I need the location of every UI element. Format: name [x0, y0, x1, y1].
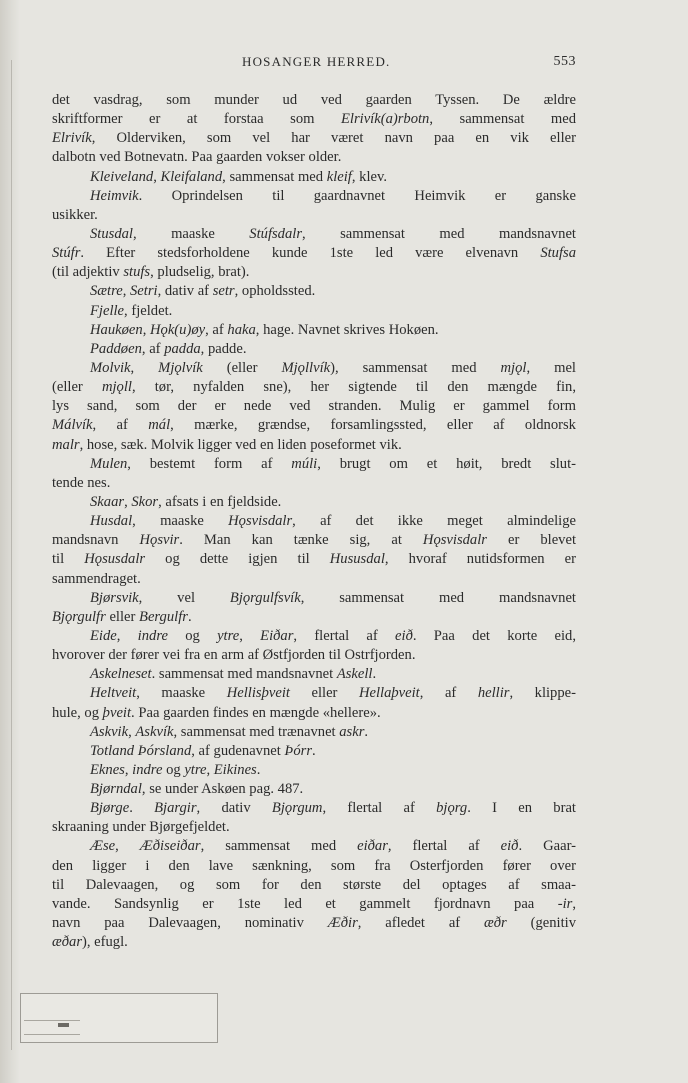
italic-term: Skaar	[90, 493, 125, 510]
heimvik-paragraph	[52, 187, 576, 225]
text-run: ), efugl.	[82, 934, 128, 951]
text-run: ,	[142, 321, 150, 338]
text-run: , sammensat med mandsnavnet	[300, 589, 576, 606]
italic-term: æðr	[484, 915, 507, 932]
italic-term: Elrivík(a)rbotn	[341, 111, 430, 128]
text-run: . Efter stedsforholdene kunde 1ste led være elvenavn	[80, 245, 541, 262]
text-run: hvorover der fører vei fra en arm af Østfjorden til Ostrfjorden.	[52, 647, 416, 664]
italic-term: Molvik	[90, 359, 131, 376]
italic-term: indre	[132, 761, 163, 778]
text-run: dalbotn ved Botnevatn. Paa gaarden vokser older.	[52, 149, 342, 166]
italic-term: Mjǫlvík	[158, 359, 203, 376]
setre-paragraph	[52, 282, 576, 301]
text-line	[52, 818, 576, 837]
text-run: , hage. Navnet skrives Hokøen.	[255, 321, 439, 338]
text-line	[52, 282, 576, 301]
text-line	[52, 589, 576, 608]
text-run: (genitiv	[506, 915, 576, 932]
fjelle-paragraph	[52, 302, 576, 321]
text-run: skriftformer er at forstaa som	[52, 111, 341, 128]
text-run: , flertal af	[293, 627, 396, 644]
text-run: , afsats i en fjeldside.	[158, 493, 282, 510]
mulen-paragraph	[52, 455, 576, 493]
stusdal-paragraph	[52, 225, 576, 282]
text-run: . I en brat	[467, 800, 576, 817]
running-header	[52, 54, 576, 74]
italic-term: Askvík	[135, 723, 174, 740]
italic-term: Askvik	[90, 723, 129, 740]
text-run: , se under Askøen pag. 487.	[141, 781, 304, 798]
italic-term: Askelneset	[90, 666, 152, 683]
text-run: , af gudenavnet	[191, 742, 285, 759]
italic-term: Þórsland	[137, 742, 192, 759]
gutter-crease	[11, 60, 12, 1050]
page-number: 553	[553, 54, 576, 69]
italic-term: Æðir	[327, 915, 358, 932]
text-run: eller	[105, 608, 140, 625]
italic-term: Kleifaland	[160, 168, 223, 185]
text-line	[52, 723, 576, 742]
italic-term: ytre	[184, 761, 207, 778]
italic-term: Bergulfr	[139, 608, 188, 625]
italic-term: Bjørsvik	[90, 589, 139, 606]
text-run: . Paa det korte eid,	[412, 627, 576, 644]
italic-term: Haukøen	[90, 321, 143, 338]
text-line	[52, 206, 576, 225]
italic-term: Hususdal	[329, 551, 385, 568]
italic-term: mál	[148, 417, 171, 434]
totland-paragraph	[52, 742, 576, 761]
text-run: . Gaar-	[518, 838, 577, 855]
text-line	[52, 570, 576, 589]
text-run: ,	[130, 359, 159, 376]
text-line	[52, 244, 576, 263]
text-run: , af	[205, 321, 228, 338]
text-run: ,	[128, 723, 136, 740]
italic-term: Hellisþveit	[226, 685, 290, 702]
italic-term: Málvík	[52, 417, 93, 434]
text-run: (til adjektiv	[52, 264, 124, 281]
italic-term: Sætre	[90, 283, 123, 300]
italic-term: mjǫll	[101, 379, 132, 396]
text-line	[52, 129, 576, 148]
text-run: lys sand, som der er nede ved stranden. Mulig er gammel form	[52, 398, 576, 415]
text-line	[52, 340, 576, 359]
text-run: , brugt om et høit, bredt slut-	[317, 455, 576, 472]
italic-term: múli	[291, 455, 318, 472]
text-line	[52, 110, 576, 129]
text-run: , sammensat med	[429, 111, 577, 128]
italic-term: æðar	[52, 934, 83, 951]
text-line	[52, 704, 576, 723]
text-run: .	[372, 666, 377, 683]
text-run: , fjeldet.	[124, 302, 173, 319]
text-line	[52, 436, 576, 455]
italic-term: padda	[164, 340, 201, 357]
italic-term: Mjǫllvík	[281, 359, 331, 376]
text-run: , af	[141, 340, 165, 357]
text-line	[52, 359, 576, 378]
italic-term: bjǫrg	[436, 800, 468, 817]
text-run: , tør, nyfalden sne), her sigtende til den mængde fin,	[131, 379, 576, 396]
text-line	[52, 608, 576, 627]
text-line	[52, 531, 576, 550]
haukoen-paragraph	[52, 321, 576, 340]
italic-term: Eiðar	[260, 627, 294, 644]
italic-term: eiðar	[357, 838, 388, 855]
text-line	[52, 455, 576, 474]
text-line	[52, 91, 576, 110]
askelneset-paragraph	[52, 665, 576, 684]
text-line	[52, 397, 576, 416]
text-line	[52, 914, 576, 933]
text-run: til Dalevaagen, og som for den største del optages af smaa-	[52, 876, 576, 893]
text-run: ,	[572, 895, 576, 912]
text-run: . sammensat med mandsnavnet	[151, 666, 337, 683]
italic-term: Setri	[130, 283, 158, 300]
italic-term: ytre	[217, 627, 240, 644]
text-line	[52, 799, 576, 818]
text-run: , sammensat med mandsnavnet	[302, 225, 576, 242]
italic-term: Bjǫrgum	[271, 800, 323, 817]
italic-term: Elrivík	[52, 130, 92, 147]
bjorsvik-paragraph	[52, 589, 576, 627]
italic-term: Æse	[90, 838, 116, 855]
text-run: det vasdrag, som munder ud ved gaarden Tyssen. De ældre	[52, 92, 576, 108]
text-line	[52, 187, 576, 206]
italic-term: Stusdal	[90, 225, 133, 242]
text-run: . Oprindelsen til gaardnavnet Heimvik er ganske	[138, 187, 576, 204]
text-line	[52, 148, 576, 167]
italic-term: Mulen	[90, 455, 128, 472]
text-run: , dativ	[196, 800, 272, 817]
italic-term: malr	[52, 436, 80, 453]
text-run: , af	[419, 685, 478, 702]
italic-term: Kleiveland	[90, 168, 154, 185]
text-run: sammendraget.	[52, 570, 141, 587]
text-run: , flertal af	[322, 800, 437, 817]
text-run: (eller	[202, 359, 282, 376]
paddoen-paragraph	[52, 340, 576, 359]
italic-term: Stúfr	[52, 245, 81, 262]
text-run: , Olderviken, som vel har været navn paa en vik eller	[91, 130, 576, 147]
text-run: .	[187, 608, 192, 625]
text-run: ,	[239, 627, 261, 644]
italic-term: askr	[339, 723, 365, 740]
italic-term: eið	[395, 627, 413, 644]
text-run: , flertal af	[387, 838, 501, 855]
italic-term: -ir	[557, 895, 573, 912]
italic-term: setr	[212, 283, 235, 300]
text-run: , sammensat med	[222, 168, 327, 185]
italic-term: Bjǫrgulfr	[52, 608, 106, 625]
italic-term: Eikines	[213, 761, 257, 778]
italic-term: Hǫsusdalr	[84, 551, 146, 568]
italic-term: mjǫl	[500, 359, 527, 376]
italic-term: Paddøen	[90, 340, 142, 357]
text-run: .	[129, 800, 155, 817]
text-run: , padde.	[200, 340, 247, 357]
askvik-paragraph	[52, 723, 576, 742]
italic-term: Husdal	[90, 513, 133, 530]
bjorge-paragraph	[52, 799, 576, 837]
library-stamp-slip	[20, 993, 218, 1043]
text-run: tende nes.	[52, 474, 111, 491]
bjorndal-paragraph	[52, 780, 576, 799]
italic-term: þveit	[102, 704, 132, 721]
text-line	[52, 761, 576, 780]
italic-term: Hǫsvisdalr	[228, 513, 293, 530]
stamp-inner-box	[24, 1020, 80, 1035]
skaar-paragraph	[52, 493, 576, 512]
text-run: vande. Sandsynlig er 1ste led et gammelt fjordnavn paa	[52, 895, 558, 912]
italic-term: Bjørndal	[90, 781, 142, 798]
stamp-mark	[58, 1023, 69, 1027]
italic-term: Skor	[131, 493, 159, 510]
text-run: , mærke, grændse, forsamlingssted, eller af oldnorsk	[170, 417, 576, 434]
italic-term: Æðiseiðar	[139, 838, 201, 855]
text-line	[52, 627, 576, 646]
text-line	[52, 302, 576, 321]
text-line	[52, 742, 576, 761]
italic-term: stufs	[123, 264, 151, 281]
text-run: , mel	[526, 359, 576, 376]
text-line	[52, 780, 576, 799]
book-gutter-shadow	[0, 0, 20, 1083]
text-run: ,	[116, 627, 138, 644]
text-run: , hose, sæk. Molvik ligger ved en liden poseformet vik.	[79, 436, 402, 453]
text-line	[52, 512, 576, 531]
text-line	[52, 550, 576, 569]
italic-term: Fjelle	[90, 302, 125, 319]
text-run: ,	[206, 761, 214, 778]
text-run: og dette igjen til	[145, 551, 330, 568]
text-run: , dativ af	[157, 283, 213, 300]
text-run: ,	[122, 283, 130, 300]
italic-term: Eide	[90, 627, 117, 644]
text-run: , klev.	[351, 168, 387, 185]
italic-term: Bjørge	[90, 800, 130, 817]
text-run: , maaske	[132, 225, 250, 242]
text-line	[52, 895, 576, 914]
text-line	[52, 665, 576, 684]
text-run: , bestemt form af	[127, 455, 292, 472]
text-line	[52, 321, 576, 340]
italic-term: Totland	[90, 742, 135, 759]
text-line	[52, 837, 576, 856]
text-run: og	[162, 761, 185, 778]
text-run: skraaning under Bjørgefjeldet.	[52, 819, 230, 836]
text-line	[52, 646, 576, 665]
italic-term: hellir	[477, 685, 510, 702]
italic-term: haka	[227, 321, 256, 338]
text-run: .	[364, 723, 369, 740]
italic-term: Eknes	[90, 761, 125, 778]
text-run: . Paa gaarden findes en mængde «hellere».	[131, 704, 381, 721]
text-run: , maaske	[136, 685, 227, 702]
heltveit-paragraph	[52, 684, 576, 722]
text-run: ,	[115, 838, 140, 855]
italic-term: indre	[137, 627, 168, 644]
text-run: eller	[289, 685, 359, 702]
text-run: , maaske	[132, 513, 229, 530]
italic-term: eið	[500, 838, 519, 855]
text-run: , afledet af	[357, 915, 485, 932]
text-line	[52, 474, 576, 493]
text-run: , hvoraf nutidsformen er	[384, 551, 577, 568]
text-run: , sammensat med trænavnet	[173, 723, 340, 740]
text-line	[52, 378, 576, 397]
aese-paragraph	[52, 837, 576, 952]
text-run: , opholdssted.	[234, 283, 316, 300]
text-run: hule, og	[52, 704, 103, 721]
text-run: .	[312, 742, 316, 759]
text-run: ,	[153, 168, 161, 185]
text-run: , af det ikke meget almindelige	[292, 513, 576, 530]
text-run: , vel	[138, 589, 230, 606]
italic-term: Stufsa	[540, 245, 576, 262]
text-run: , klippe-	[509, 685, 576, 702]
italic-term: Þórr	[284, 742, 313, 759]
text-run: .	[256, 761, 261, 778]
tyssen-paragraph	[52, 91, 576, 168]
italic-term: Stúfsdalr	[249, 225, 303, 242]
text-run: til	[52, 551, 85, 568]
text-line	[52, 857, 576, 876]
kleiveland-paragraph	[52, 168, 576, 187]
text-run: mandsnavn	[52, 532, 140, 549]
body-text	[52, 91, 576, 952]
text-run: usikker.	[52, 206, 98, 223]
text-line	[52, 933, 576, 952]
text-run: ,	[124, 761, 133, 778]
running-header-title: HOSANGER HERRED.	[242, 54, 391, 69]
text-run: (eller	[52, 379, 102, 396]
text-line	[52, 493, 576, 512]
italic-term: Hellaþveit	[358, 685, 420, 702]
text-line	[52, 876, 576, 895]
eknes-paragraph	[52, 761, 576, 780]
text-run: ), sammensat med	[330, 359, 501, 376]
husdal-paragraph	[52, 512, 576, 589]
italic-term: kleif	[326, 168, 352, 185]
text-line	[52, 684, 576, 703]
text-run: , sammensat med	[200, 838, 358, 855]
molvik-paragraph	[52, 359, 576, 455]
text-run: og	[167, 627, 218, 644]
eide-paragraph	[52, 627, 576, 665]
italic-term: Hǫk(u)øy	[149, 321, 206, 338]
text-run: er blevet	[486, 532, 577, 549]
italic-term: Hǫsvisdalr	[422, 532, 487, 549]
text-run: , pludselig, brat).	[150, 264, 250, 281]
text-run: . Man kan tænke sig, at	[179, 532, 423, 549]
italic-term: Heltveit	[90, 685, 137, 702]
text-line	[52, 416, 576, 435]
italic-term: Bjargir	[154, 800, 197, 817]
italic-term: Heimvik	[90, 187, 139, 204]
text-line	[52, 225, 576, 244]
text-run: , af	[92, 417, 149, 434]
text-line	[52, 263, 576, 282]
italic-term: Hǫsvir	[139, 532, 180, 549]
text-run: ,	[124, 493, 132, 510]
text-run: den ligger i den lave sænkning, som fra Osterfjorden fører over	[52, 857, 576, 874]
text-line	[52, 168, 576, 187]
text-run: navn paa Dalevaagen, nominativ	[52, 915, 328, 932]
italic-term: Bjǫrgulfsvík	[229, 589, 301, 606]
italic-term: Askell	[336, 666, 373, 683]
